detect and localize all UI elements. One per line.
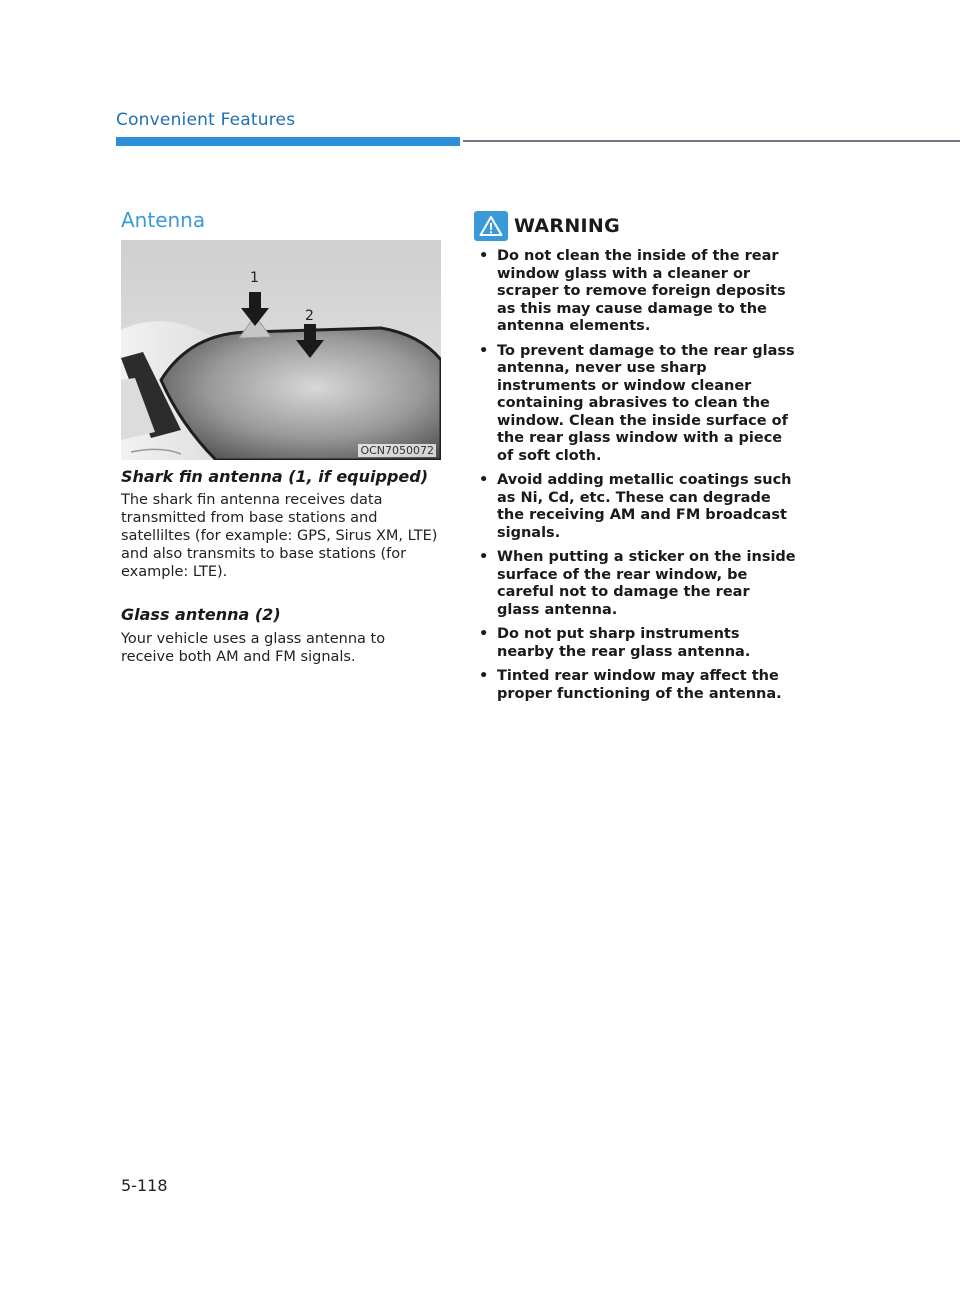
callout-1: 1 xyxy=(250,270,259,286)
shark-fin-body: The shark fin antenna receives data transmitted from base stations and satelliltes (for example: GPS, Sirus XM, LTE) and also transmits to base stations (for example: LTE). xyxy=(121,492,438,580)
section-header: Convenient Features xyxy=(116,110,296,130)
header-rule xyxy=(463,140,960,142)
page-number: 5-118 xyxy=(121,1176,168,1195)
callout-2: 2 xyxy=(305,308,314,324)
warning-item: • Tinted rear window may affect the proper functioning of the antenna. xyxy=(479,668,782,702)
header-accent-bar xyxy=(116,137,460,146)
antenna-figure xyxy=(121,240,441,460)
warning-item: • Do not put sharp instruments nearby the rear glass antenna. xyxy=(479,626,751,660)
figure-code: OCN7050072 xyxy=(360,444,434,457)
warning-item: • To prevent damage to the rear glass antenna, never use sharp instruments or window cleaner containing abrasives to clean the window. Clean the inside surface of the rear glass window with a piece of soft cloth. xyxy=(479,342,795,464)
shark-fin-heading: Shark fin antenna (1, if equipped) xyxy=(121,467,429,486)
warning-label: WARNING xyxy=(514,215,621,237)
warning-item: • Do not clean the inside of the rear window glass with a cleaner or scraper to remove foreign deposits as this may cause damage to the antenna elements. xyxy=(479,248,786,334)
warning-triangle-icon xyxy=(474,211,508,241)
antenna-title: Antenna xyxy=(121,208,206,232)
warning-header xyxy=(474,211,620,241)
glass-antenna-body: Your vehicle uses a glass antenna to receive both AM and FM signals. xyxy=(121,631,386,665)
car-rear-illustration xyxy=(121,240,441,460)
glass-antenna-heading: Glass antenna (2) xyxy=(121,605,281,624)
warning-item: • Avoid adding metallic coatings such as Ni, Cd, etc. These can degrade the receiving AM and FM broadcast signals. xyxy=(479,472,792,541)
warning-list xyxy=(476,248,796,710)
warning-item: • When putting a sticker on the inside surface of the rear window, be careful not to damage the rear glass antenna. xyxy=(479,549,796,618)
